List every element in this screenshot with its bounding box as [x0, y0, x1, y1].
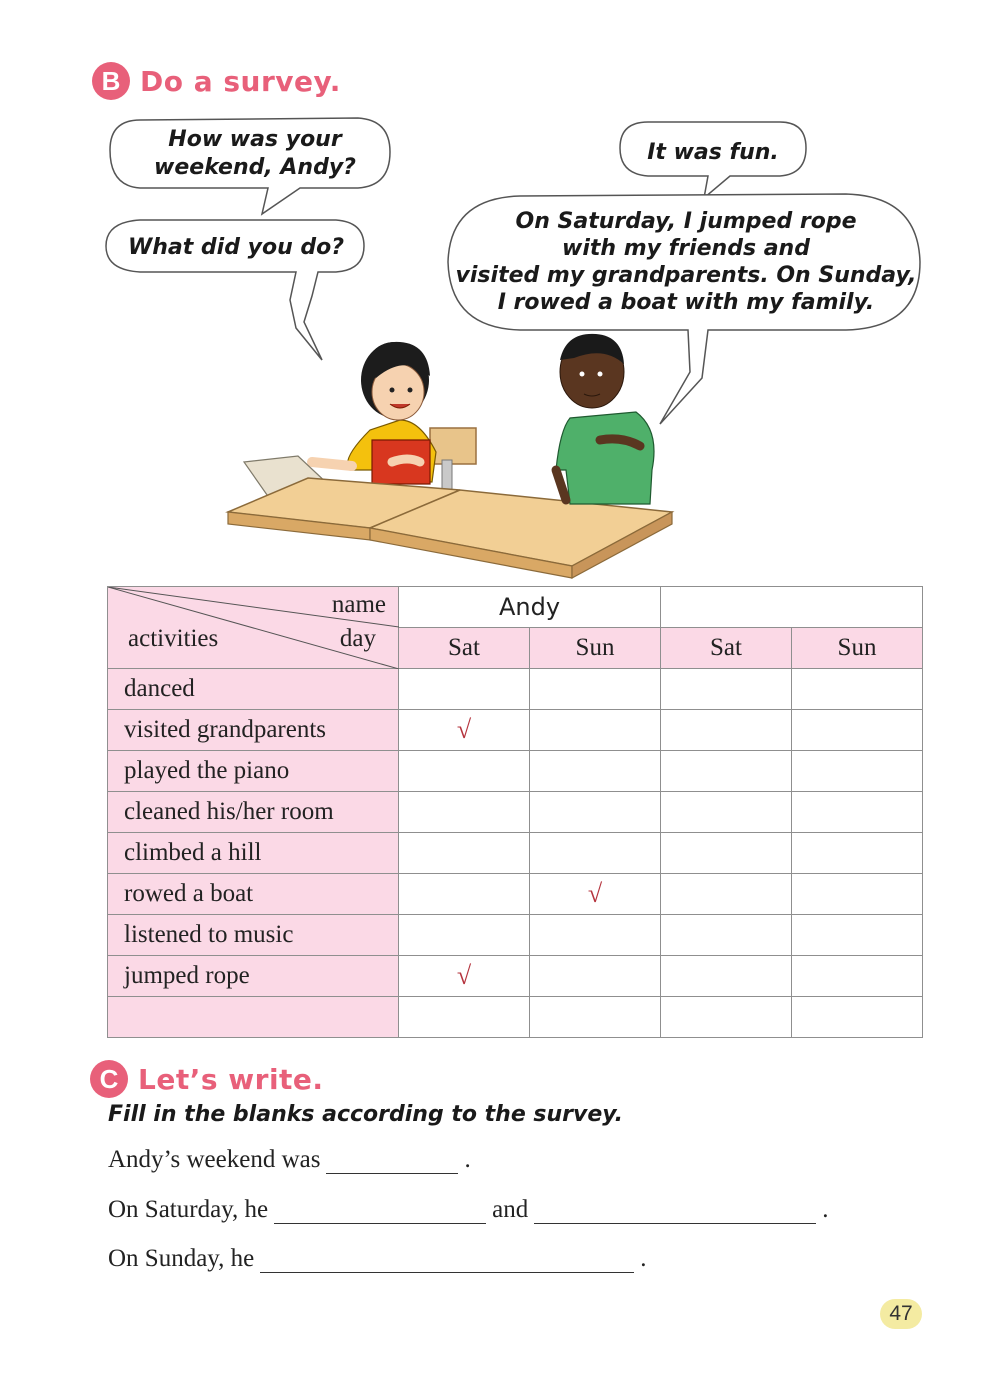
bubble-q1-line2: weekend, Andy?	[154, 155, 356, 180]
survey-answer-cell[interactable]	[530, 751, 661, 792]
section-b-title: Do a survey.	[140, 64, 341, 98]
line1-start-text: Andy’s weekend was	[108, 1146, 321, 1173]
person2-name-cell[interactable]	[661, 587, 923, 628]
survey-answer-cell[interactable]	[530, 669, 661, 710]
line2-mid-text: and	[492, 1196, 529, 1223]
survey-answer-cell[interactable]	[661, 874, 792, 915]
line2-end-text: .	[822, 1196, 829, 1223]
day-header-p2-sat: Sat	[661, 628, 792, 669]
table-row	[108, 792, 923, 833]
table-row	[108, 997, 923, 1038]
survey-header-row-1	[108, 587, 923, 628]
survey-answer-cell[interactable]	[661, 792, 792, 833]
survey-answer-cell[interactable]	[399, 751, 530, 792]
activity-cell: jumped rope	[108, 956, 399, 997]
table-corner-cell	[108, 587, 399, 669]
survey-answer-cell[interactable]	[792, 792, 923, 833]
survey-answer-cell[interactable]	[661, 915, 792, 956]
survey-answer-cell[interactable]	[399, 833, 530, 874]
table-row	[108, 956, 923, 997]
line2-start-text: On Saturday, he	[108, 1196, 269, 1223]
section-c-instruction: Fill in the blanks according to the survey.	[108, 1102, 623, 1127]
activity-cell: danced	[108, 669, 399, 710]
survey-table	[107, 586, 923, 1038]
survey-answer-cell[interactable]	[399, 710, 530, 751]
check-mark: √	[456, 961, 472, 990]
speech-bubble-question-1	[110, 118, 390, 214]
line3-end-text: .	[640, 1245, 647, 1272]
activity-cell: visited grandparents	[108, 710, 399, 751]
day-header-p1-sat: Sat	[399, 628, 530, 669]
survey-answer-cell[interactable]	[530, 915, 661, 956]
section-b-badge: B	[92, 62, 130, 100]
survey-answer-cell[interactable]	[399, 956, 530, 997]
section-c-heading	[90, 1060, 324, 1098]
header-day-label: day	[339, 625, 376, 652]
dialogue-illustration	[0, 0, 1000, 580]
line1-end-text: .	[464, 1146, 471, 1173]
survey-answer-cell[interactable]	[661, 956, 792, 997]
activity-cell: climbed a hill	[108, 833, 399, 874]
survey-answer-cell[interactable]	[792, 669, 923, 710]
blank-weekend[interactable]	[326, 1150, 458, 1174]
table-row	[108, 915, 923, 956]
sentence-line-1	[108, 1146, 471, 1174]
bubble-q1-line1: How was your	[168, 127, 342, 152]
check-mark: √	[587, 879, 603, 908]
day-header-p1-sun: Sun	[530, 628, 661, 669]
table-row	[108, 710, 923, 751]
blank-saturday-2[interactable]	[534, 1200, 816, 1224]
survey-answer-cell[interactable]	[792, 956, 923, 997]
activity-cell	[108, 997, 399, 1038]
survey-answer-cell[interactable]	[792, 997, 923, 1038]
table-row	[108, 669, 923, 710]
blank-saturday-1[interactable]	[274, 1200, 486, 1224]
bubble-q2-text: What did you do?	[127, 235, 345, 260]
survey-answer-cell[interactable]	[530, 833, 661, 874]
survey-answer-cell[interactable]	[399, 669, 530, 710]
survey-answer-cell[interactable]	[661, 669, 792, 710]
header-activities-label: activities	[128, 625, 219, 652]
table-row	[108, 751, 923, 792]
header-name-label: name	[331, 591, 386, 618]
survey-answer-cell[interactable]	[792, 833, 923, 874]
survey-answer-cell[interactable]	[399, 997, 530, 1038]
bubble-a2-line1: On Saturday, I jumped rope	[515, 209, 857, 234]
blank-sunday[interactable]	[260, 1249, 634, 1273]
survey-answer-cell[interactable]	[661, 710, 792, 751]
survey-answer-cell[interactable]	[530, 792, 661, 833]
bubble-a2-line2: with my friends and	[562, 236, 810, 261]
survey-body	[108, 669, 923, 1038]
survey-answer-cell[interactable]	[530, 710, 661, 751]
survey-answer-cell[interactable]	[661, 751, 792, 792]
speech-bubble-answer-2	[448, 194, 920, 424]
activity-cell: cleaned his/her room	[108, 792, 399, 833]
sentence-line-3	[108, 1245, 647, 1273]
girl-illustration	[312, 342, 436, 484]
table-row	[108, 874, 923, 915]
section-c-title: Let’s write.	[138, 1062, 324, 1096]
table-row	[108, 833, 923, 874]
bubble-a2-line3: visited my grandparents. On Sunday,	[455, 263, 917, 288]
page-number-badge: 47	[880, 1299, 922, 1329]
bubble-a2-line4: I rowed a boat with my family.	[497, 290, 875, 315]
speech-bubble-question-2	[106, 220, 364, 360]
check-mark: √	[456, 715, 472, 744]
sentence-line-2	[108, 1196, 829, 1224]
survey-answer-cell[interactable]	[530, 997, 661, 1038]
activity-cell: rowed a boat	[108, 874, 399, 915]
survey-answer-cell[interactable]	[792, 751, 923, 792]
line3-start-text: On Sunday, he	[108, 1245, 255, 1272]
speech-bubble-answer-1	[620, 122, 806, 198]
day-header-p2-sun: Sun	[792, 628, 923, 669]
activity-cell: listened to music	[108, 915, 399, 956]
person1-name-cell[interactable]: Andy	[399, 587, 661, 628]
survey-answer-cell[interactable]	[399, 915, 530, 956]
chair-illustration	[430, 428, 476, 490]
survey-answer-cell[interactable]	[399, 874, 530, 915]
survey-answer-cell[interactable]	[792, 915, 923, 956]
survey-answer-cell[interactable]	[661, 833, 792, 874]
survey-answer-cell[interactable]	[661, 997, 792, 1038]
survey-answer-cell[interactable]	[792, 710, 923, 751]
survey-answer-cell[interactable]	[399, 792, 530, 833]
boy-illustration	[556, 334, 654, 504]
survey-answer-cell[interactable]	[792, 874, 923, 915]
survey-answer-cell[interactable]	[530, 956, 661, 997]
bubble-a1-text: It was fun.	[647, 140, 779, 165]
activity-cell: played the piano	[108, 751, 399, 792]
survey-answer-cell[interactable]	[530, 874, 661, 915]
section-c-badge: C	[90, 1060, 128, 1098]
